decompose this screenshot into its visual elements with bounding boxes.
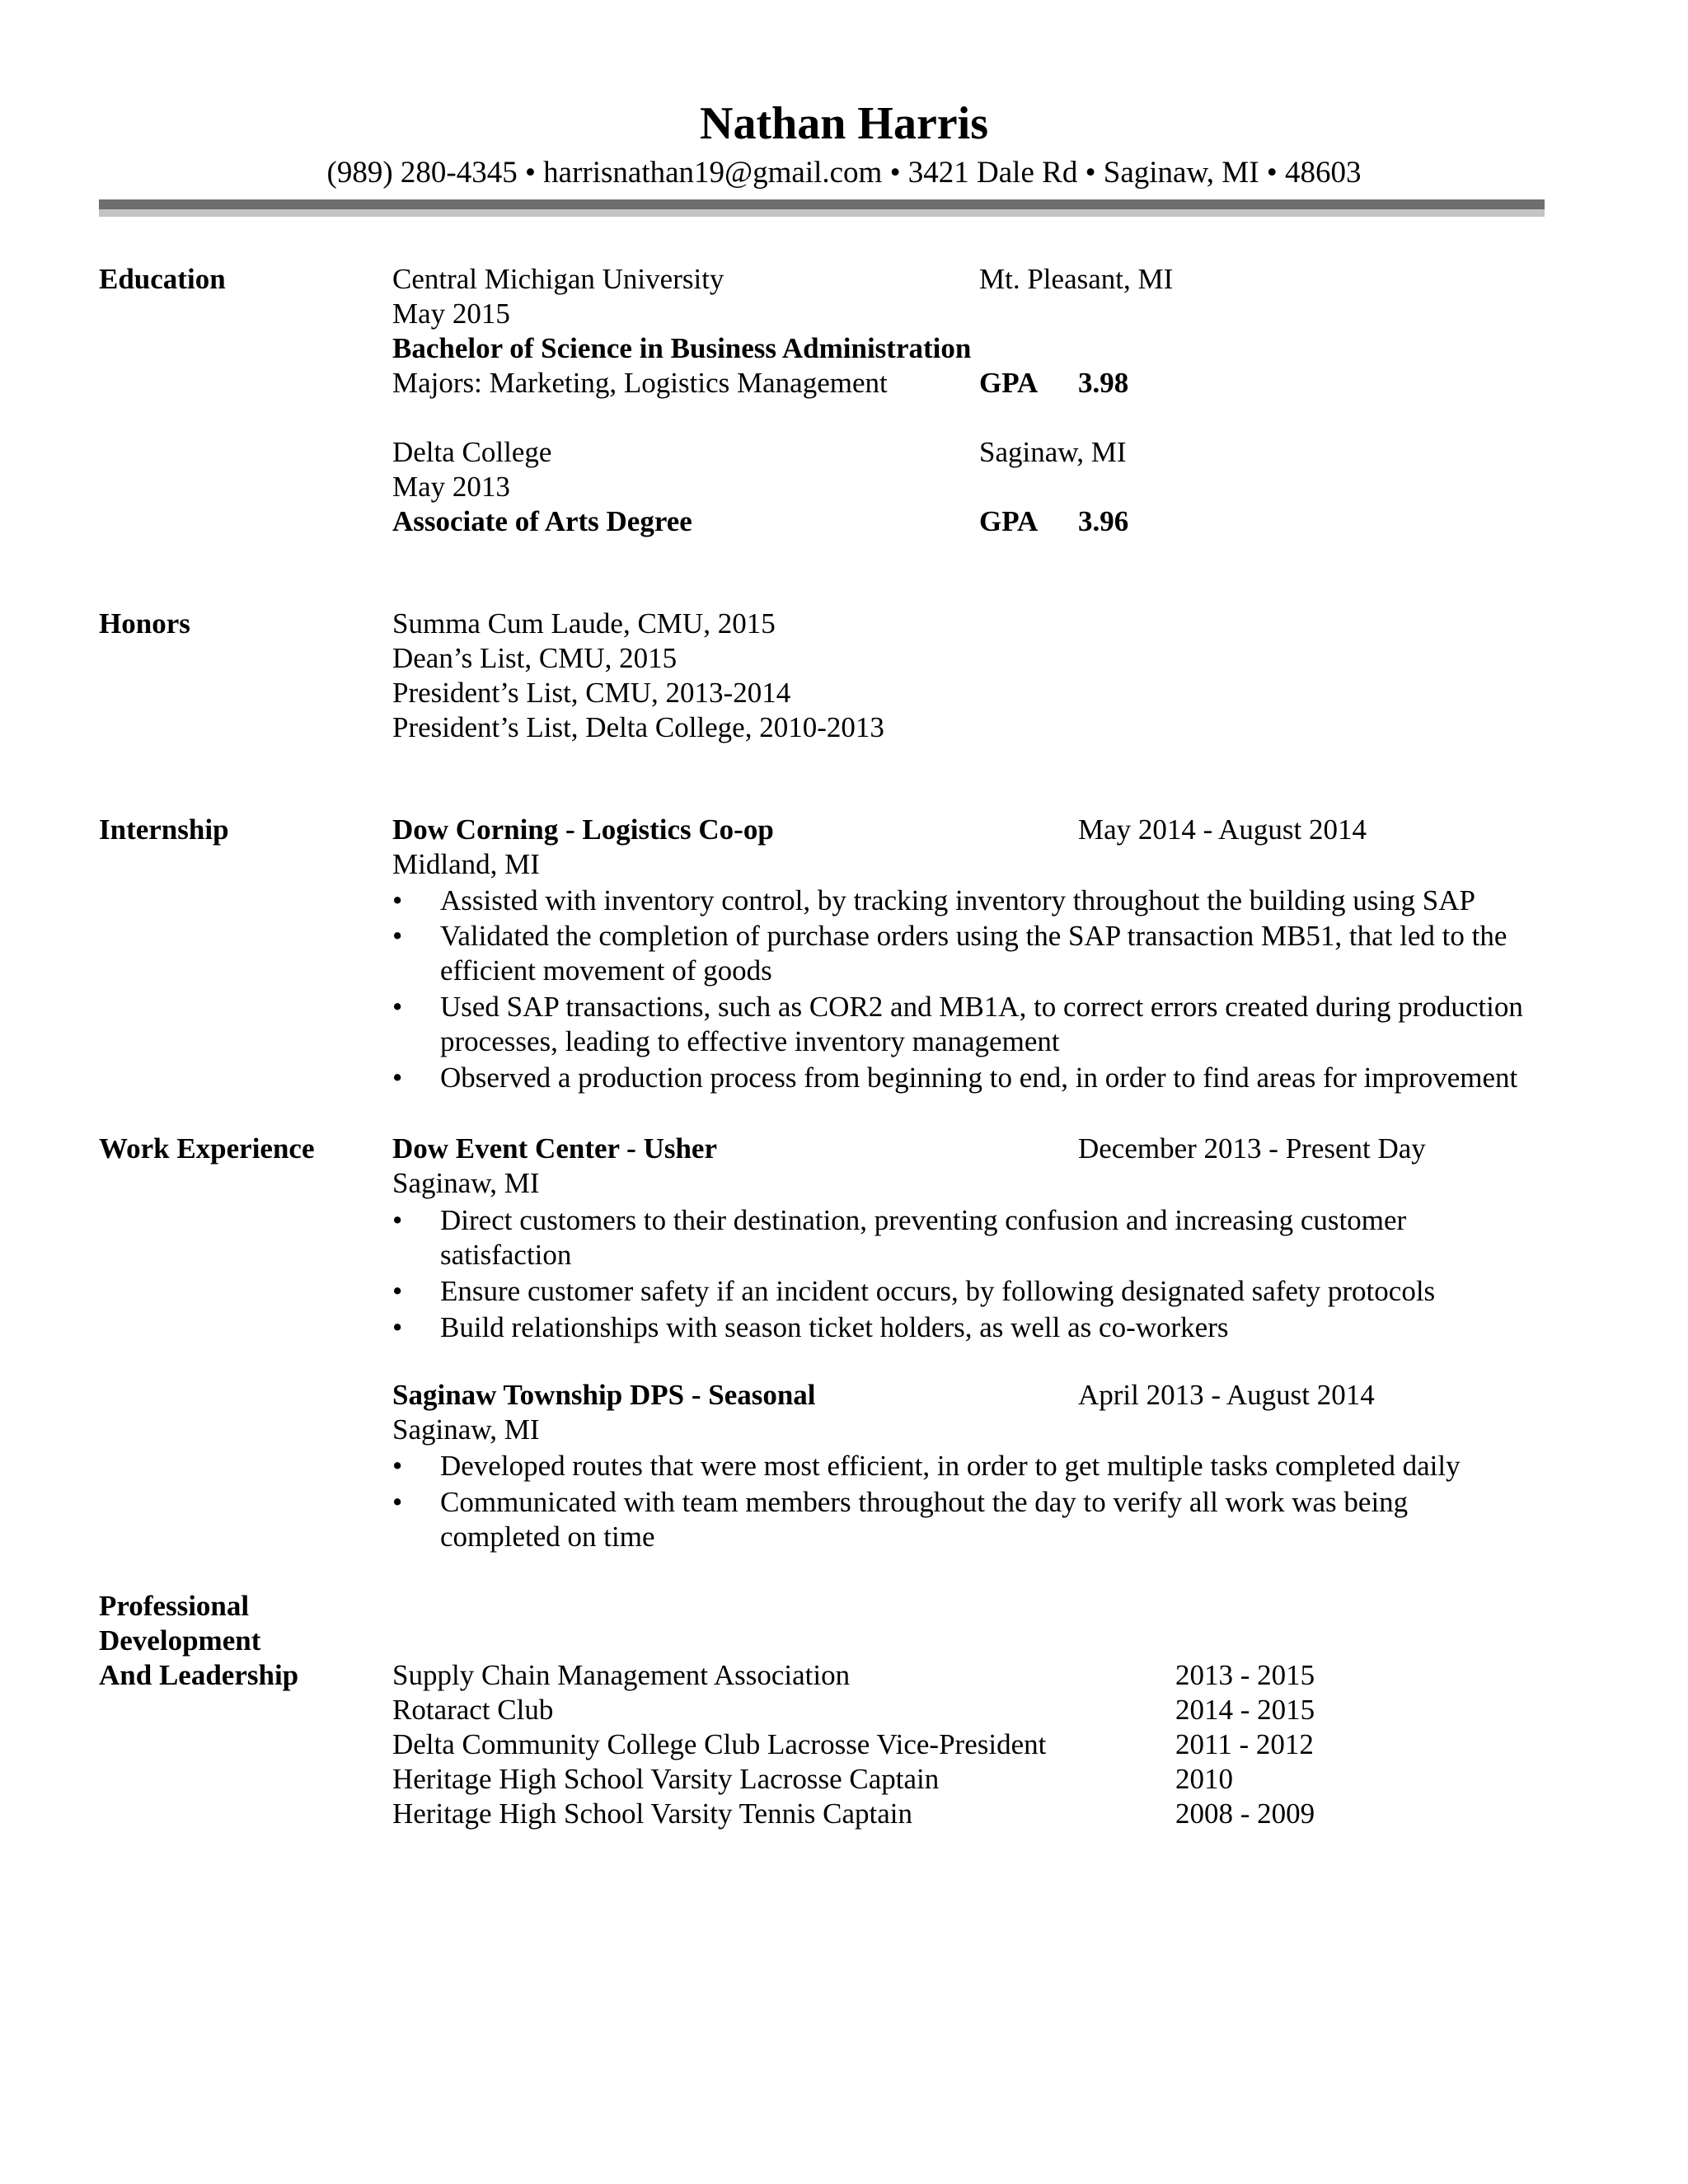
activity-years: 2008 - 2009 [1175, 1797, 1315, 1830]
bullet-text: Developed routes that were most efficient, in order to get multiple tasks completed daily [440, 1450, 1461, 1482]
job-location: Midland, MI [392, 848, 540, 880]
job-location: Saginaw, MI [392, 1167, 540, 1199]
section-heading-education: Education [99, 263, 226, 295]
job-dates: April 2013 - August 2014 [1078, 1379, 1375, 1411]
activity-years: 2010 [1175, 1763, 1233, 1795]
activity-years: 2013 - 2015 [1175, 1659, 1315, 1691]
gpa-label: GPA [979, 367, 1039, 399]
activity-name: Rotaract Club [392, 1694, 554, 1726]
bullet-icon: • [392, 1486, 403, 1518]
school-location: Saginaw, MI [979, 436, 1127, 468]
job-title: Dow Event Center - Usher [392, 1132, 718, 1165]
candidate-name: Nathan Harris [700, 98, 988, 149]
activity-name: Delta Community College Club Lacrosse Vice-President [392, 1728, 1047, 1760]
job-title: Dow Corning - Logistics Co-op [392, 813, 774, 846]
bullet-text: Build relationships with season ticket holders, as well as co-workers [440, 1311, 1229, 1343]
degree: Associate of Arts Degree [392, 505, 692, 537]
job-dates: December 2013 - Present Day [1078, 1132, 1426, 1165]
bullet-icon: • [392, 1062, 403, 1094]
header-rule-dark [99, 199, 1545, 209]
bullet-icon: • [392, 920, 403, 952]
gpa-value: 3.98 [1078, 367, 1129, 399]
header-rule-light [99, 209, 1545, 217]
section-heading-professional-line2: Development [99, 1624, 261, 1657]
bullet-icon: • [392, 991, 403, 1023]
honor-item: President’s List, CMU, 2013-2014 [392, 677, 791, 709]
activity-years: 2011 - 2012 [1175, 1728, 1314, 1760]
bullet-text: Communicated with team members throughout the day to verify all work was being completed on time [440, 1486, 1409, 1553]
job-dates: May 2014 - August 2014 [1078, 813, 1367, 846]
bullet-text: Validated the completion of purchase orders using the SAP transaction MB51, that led to the efficient movement of goods [440, 920, 1507, 987]
school-name: Central Michigan University [392, 263, 724, 295]
activity-name: Heritage High School Varsity Tennis Captain [392, 1797, 913, 1830]
honor-item: Dean’s List, CMU, 2015 [392, 642, 678, 674]
bullet-icon: • [392, 1275, 403, 1307]
degree: Bachelor of Science in Business Administration [392, 332, 972, 364]
bullet-text: Ensure customer safety if an incident occurs, by following designated safety protocols [440, 1275, 1436, 1307]
bullet-text: Assisted with inventory control, by tracking inventory throughout the building using SAP [440, 884, 1476, 916]
graduation-date: May 2013 [392, 471, 510, 503]
honor-item: President’s List, Delta College, 2010-2013 [392, 711, 884, 743]
bullet-icon: • [392, 1204, 403, 1236]
section-heading-professional-line3: And Leadership [99, 1659, 299, 1691]
contact-line: (989) 280-4345 • harrisnathan19@gmail.com • 3421 Dale Rd • Saginaw, MI • 48603 [326, 156, 1362, 190]
majors: Majors: Marketing, Logistics Management [392, 367, 888, 399]
bullet-icon: • [392, 1450, 403, 1482]
bullet-text: Observed a production process from beginning to end, in order to find areas for improvement [440, 1062, 1518, 1094]
activity-name: Heritage High School Varsity Lacrosse Captain [392, 1763, 940, 1795]
bullet-icon: • [392, 1311, 403, 1343]
activity-years: 2014 - 2015 [1175, 1694, 1315, 1726]
bullet-text: Direct customers to their destination, preventing confusion and increasing customer satisfaction [440, 1204, 1407, 1271]
graduation-date: May 2015 [392, 298, 510, 330]
section-heading-honors: Honors [99, 607, 190, 640]
section-heading-internship: Internship [99, 813, 229, 846]
school-location: Mt. Pleasant, MI [979, 263, 1174, 295]
school-name: Delta College [392, 436, 552, 468]
gpa-value: 3.96 [1078, 505, 1129, 537]
gpa-label: GPA [979, 505, 1039, 537]
bullet-text: Used SAP transactions, such as COR2 and MB1A, to correct errors created during production processes, leading to effective inventory management [440, 991, 1523, 1057]
activity-name: Supply Chain Management Association [392, 1659, 851, 1691]
section-heading-professional-line1: Professional [99, 1590, 250, 1622]
bullet-icon: • [392, 884, 403, 916]
job-title: Saginaw Township DPS - Seasonal [392, 1379, 816, 1411]
section-heading-work-experience: Work Experience [99, 1132, 315, 1165]
honor-item: Summa Cum Laude, CMU, 2015 [392, 607, 776, 640]
job-location: Saginaw, MI [392, 1413, 540, 1446]
